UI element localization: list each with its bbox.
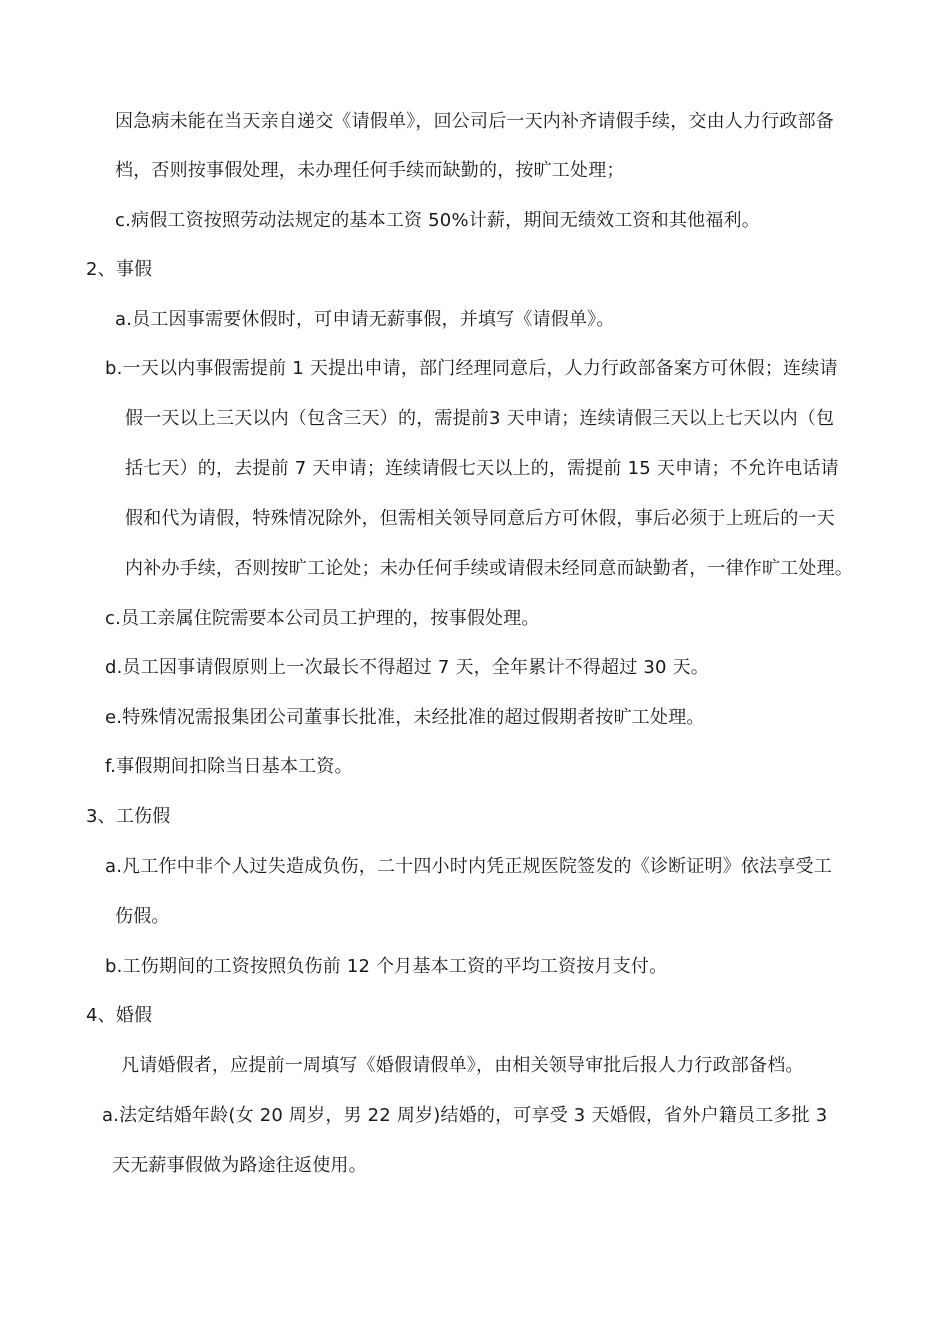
sick-leave-pay-item: c.病假工资按照劳动法规定的基本工资 50%计薪，期间无绩效工资和其他福利。 [115,210,760,231]
personal-leave-item-b-line-3: 括七天）的，去提前 7 天申请；连续请假七天以上的，需提前 15 天申请；不允许电话请 [125,458,839,479]
personal-leave-item-b-line-2: 假一天以上三天以内（包含三天）的，需提前3 天申请；连续请假三天以上七天以内（包 [125,408,835,429]
personal-leave-item-b-line-5: 内补办手续，否则按旷工论处；未办任何手续或请假未经同意而缺勤者，一律作旷工处理。 [125,558,853,579]
paragraph-line-1: 因急病未能在当天亲自递交《请假单》，回公司后一天内补齐请假手续，交由人力行政部备 [115,111,834,132]
personal-leave-item-b-line-1: b.一天以内事假需提前 1 天提出申请，部门经理同意后，人力行政部备案方可休假；连续请 [105,358,838,379]
section-heading-marriage-leave: 4、婚假 [86,1005,153,1026]
injury-leave-item-a-line-1: a.凡工作中非个人过失造成负伤，二十四小时内凭正规医院签发的《诊断证明》依法享受工 [105,856,832,877]
personal-leave-item-b-line-4: 假和代为请假，特殊情况除外，但需相关领导同意后方可休假，事后必须于上班后的一天 [125,508,835,529]
personal-leave-item-f: f.事假期间扣除当日基本工资。 [105,756,353,777]
personal-leave-item-e: e.特殊情况需报集团公司董事长批准，未经批准的超过假期者按旷工处理。 [105,707,705,728]
personal-leave-item-d: d.员工因事请假原则上一次最长不得超过 7 天，全年累计不得超过 30 天。 [105,657,709,678]
marriage-leave-item-a-line-2: 天无薪事假做为路途往返使用。 [112,1155,367,1176]
marriage-leave-item-a-line-1: a.法定结婚年龄(女 20 周岁，男 22 周岁)结婚的，可享受 3 天婚假，省外户籍员工多批 3 [102,1105,828,1126]
section-heading-personal-leave: 2、事假 [86,259,153,280]
injury-leave-item-a-line-2: 伤假。 [115,906,170,927]
injury-leave-item-b: b.工伤期间的工资按照负伤前 12 个月基本工资的平均工资按月支付。 [105,956,668,977]
section-heading-injury-leave: 3、工伤假 [86,806,171,827]
personal-leave-item-c: c.员工亲属住院需要本公司员工护理的，按事假处理。 [105,608,540,629]
personal-leave-item-a: a.员工因事需要休假时，可申请无薪事假，并填写《请假单》。 [115,309,615,330]
marriage-leave-intro: 凡请婚假者，应提前一周填写《婚假请假单》，由相关领导审批后报人力行政部备档。 [121,1055,804,1076]
paragraph-line-2: 档，否则按事假处理，未办理任何手续而缺勤的，按旷工处理； [115,160,625,181]
